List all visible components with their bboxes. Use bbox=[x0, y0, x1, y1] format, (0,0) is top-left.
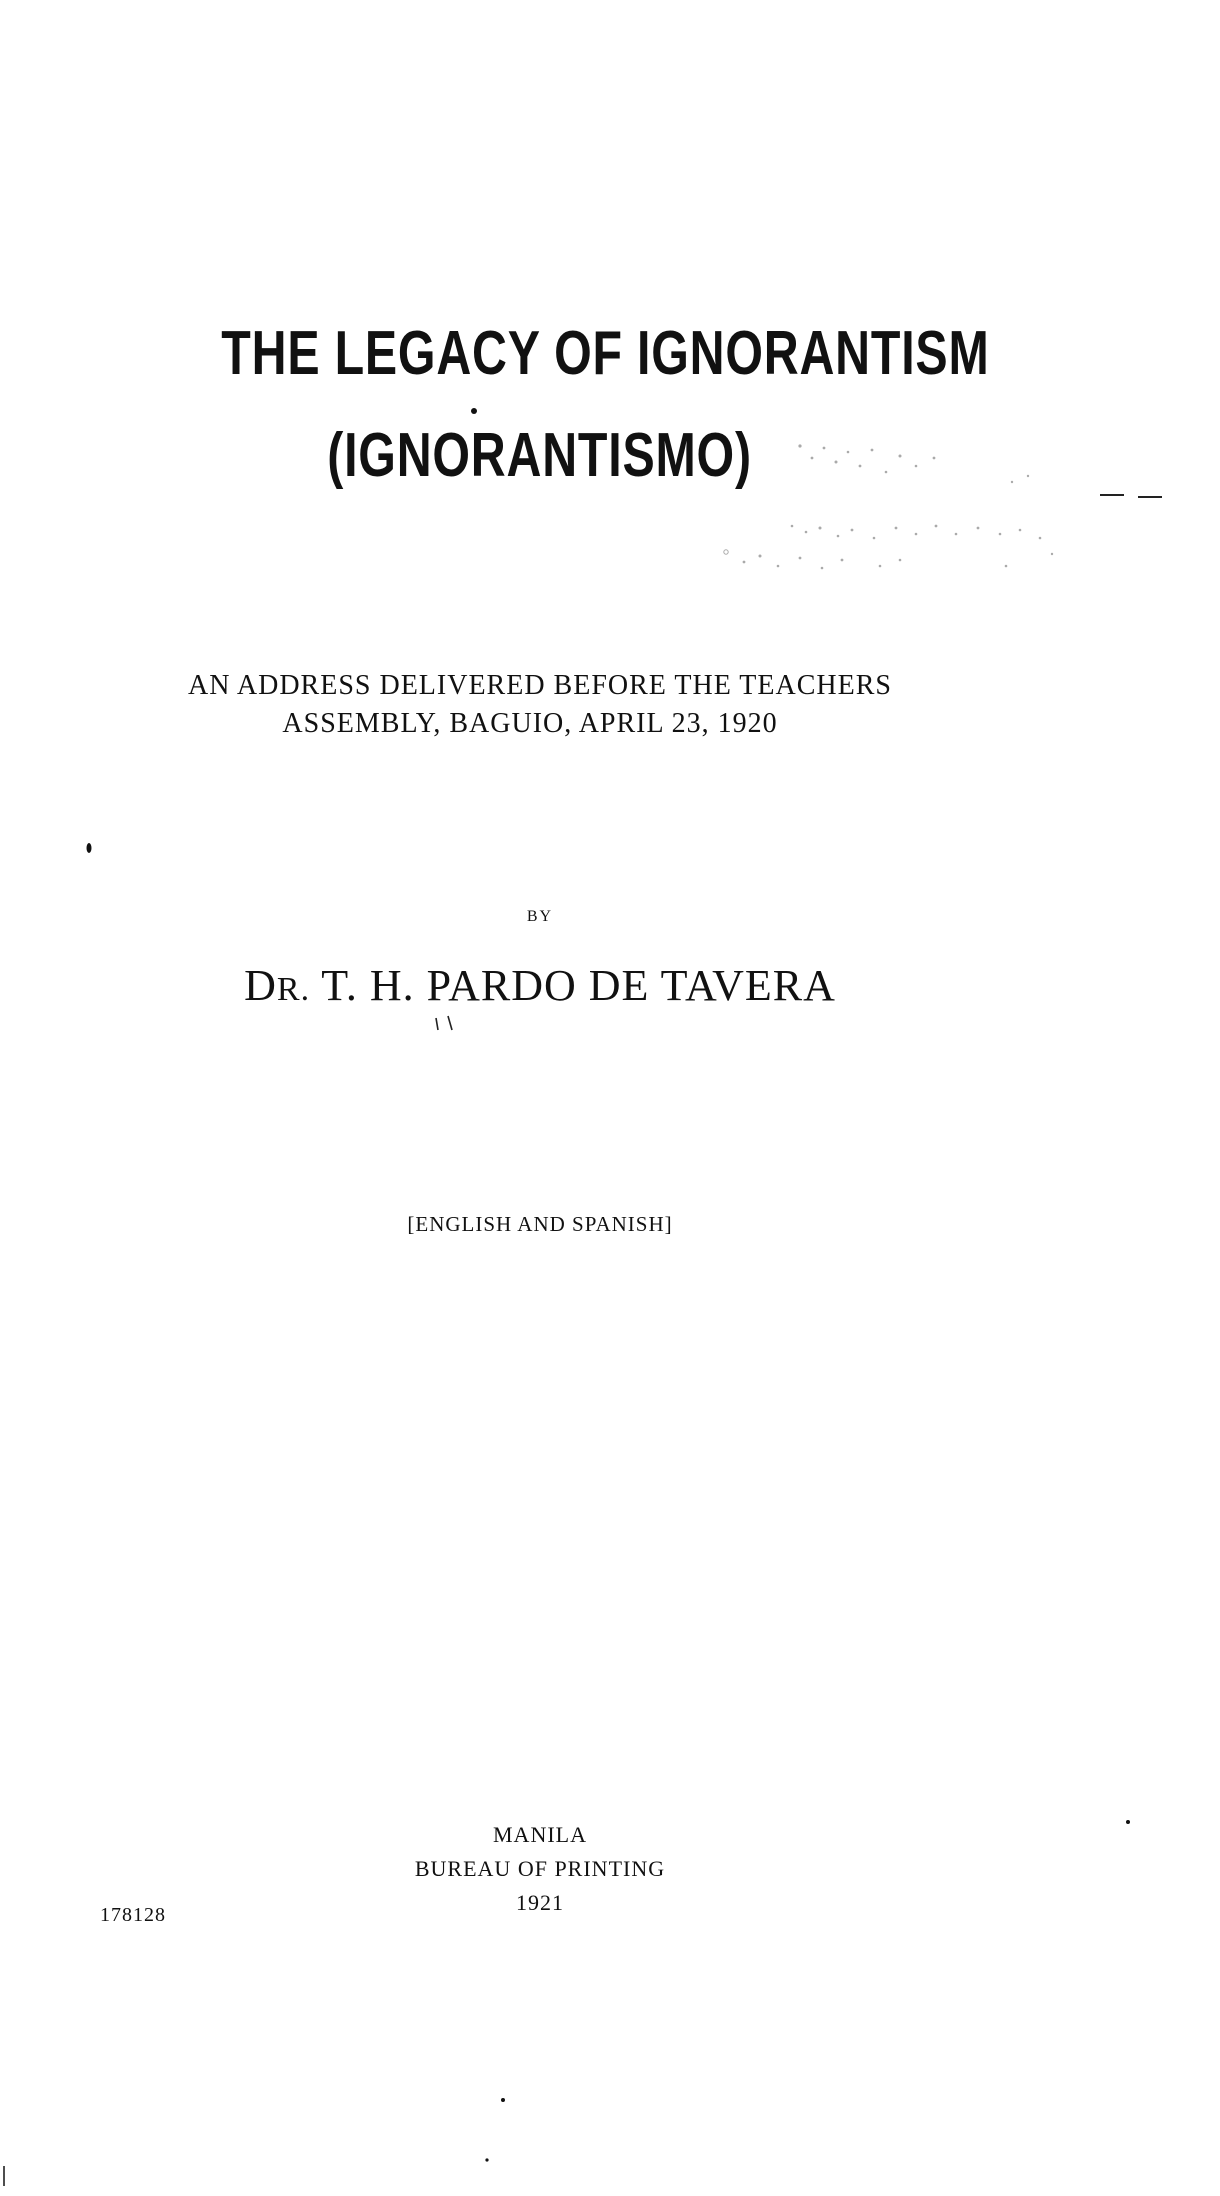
author-prefix-r: R. bbox=[276, 971, 311, 1008]
author-name-text: T. H. PARDO DE TAVERA bbox=[310, 961, 836, 1010]
by-label: BY bbox=[526, 908, 554, 925]
author-name bbox=[150, 960, 930, 1011]
imprint-year: 1921 bbox=[516, 1890, 564, 1915]
accession-number: 178128 bbox=[100, 1904, 166, 1926]
title-line-2: (IGNORANTISMO) bbox=[327, 421, 752, 490]
languages-note: [ENGLISH AND SPANISH] bbox=[407, 1212, 673, 1236]
imprint-city: MANILA bbox=[493, 1822, 587, 1847]
subtitle-line-2: ASSEMBLY, BAGUIO, APRIL 23, 1920 bbox=[282, 708, 778, 739]
imprint-publisher: BUREAU OF PRINTING bbox=[414, 1856, 666, 1881]
subtitle-line-1: AN ADDRESS DELIVERED BEFORE THE TEACHERS bbox=[187, 670, 892, 701]
title-line-1: THE LEGACY OF IGNORANTISM bbox=[221, 319, 990, 388]
author-prefix-d: D bbox=[244, 961, 277, 1010]
